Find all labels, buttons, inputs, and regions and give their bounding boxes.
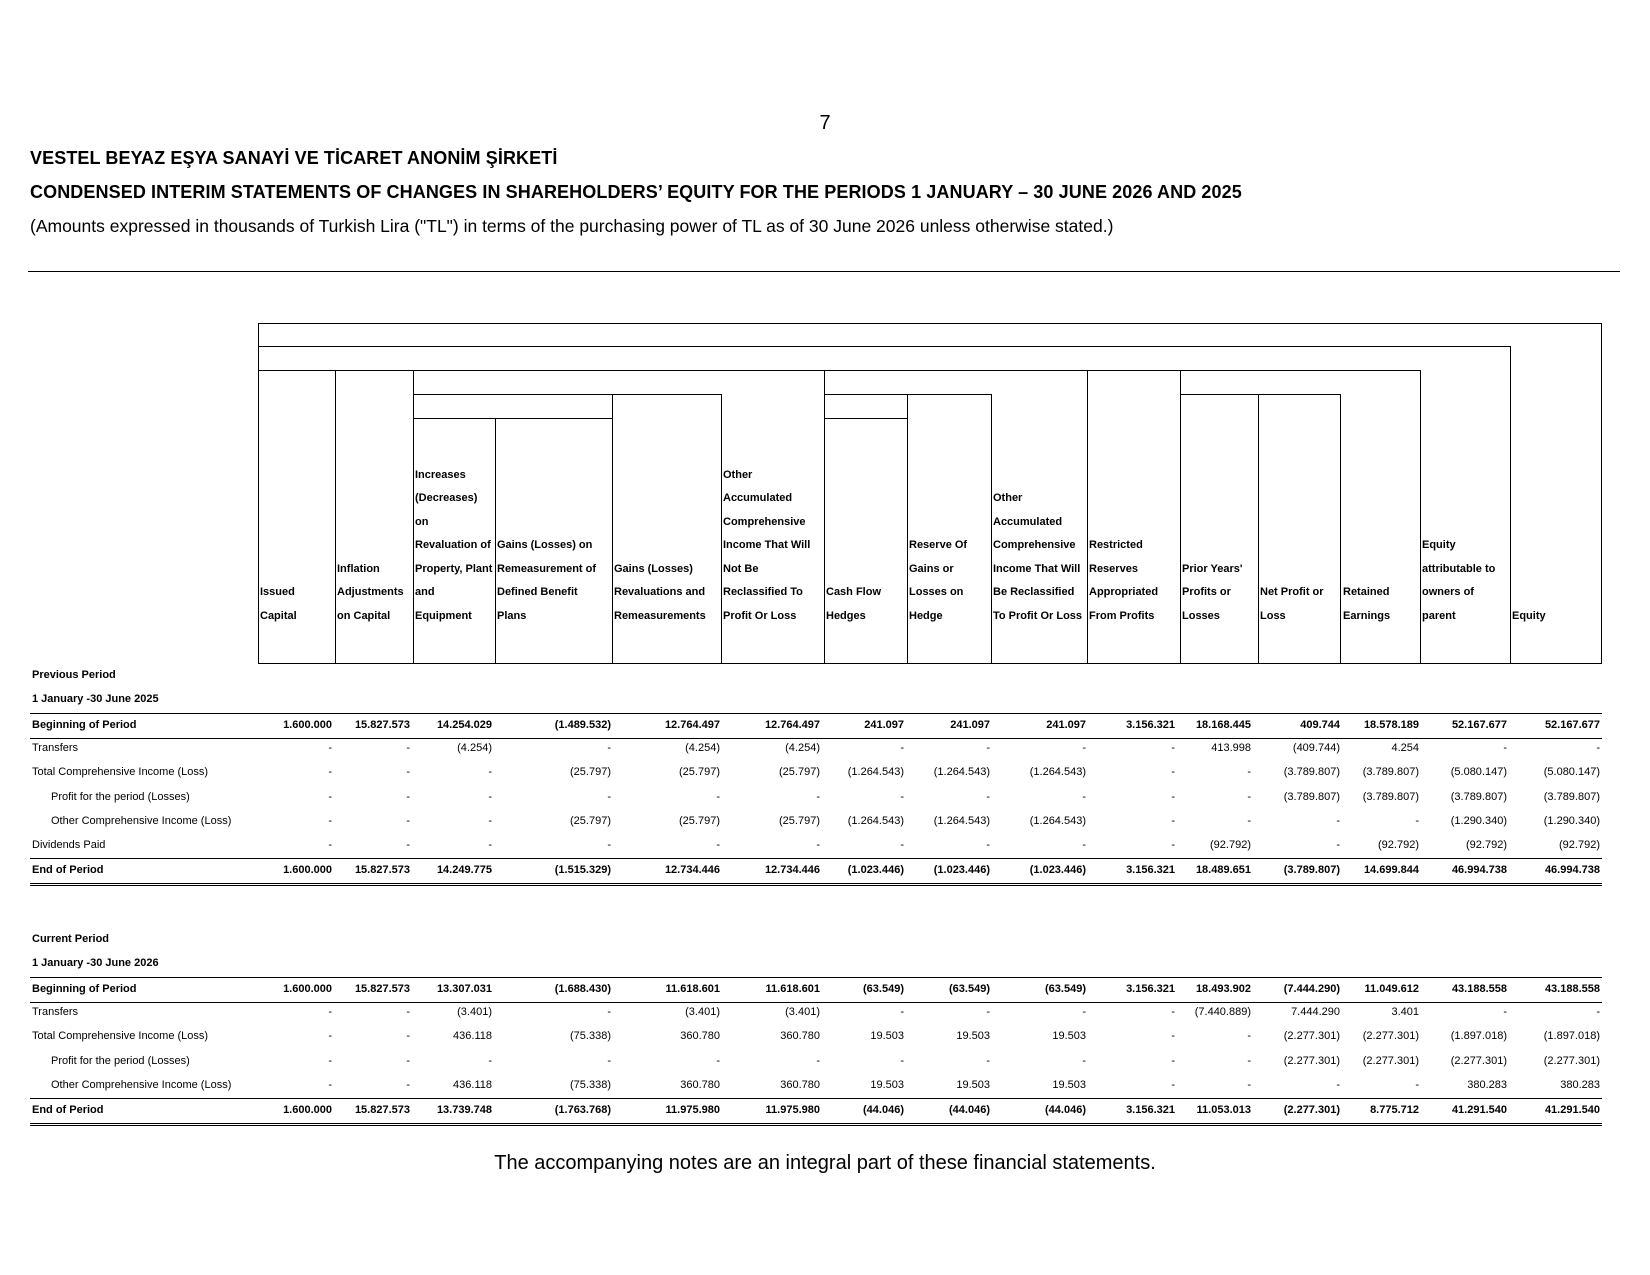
- header-divider: [612, 394, 613, 664]
- table-cell: (92.792): [1378, 839, 1419, 851]
- table-cell: -: [488, 1054, 492, 1067]
- table-cell: -: [1082, 1006, 1086, 1019]
- column-header: Increases (Decreases) on Revaluation of Property, Plant and Equipment: [415, 468, 493, 622]
- column-header: Prior Years' Profits or Losses: [1182, 562, 1243, 622]
- table-cell: (92.792): [1559, 839, 1600, 851]
- table-cell: -: [1415, 814, 1419, 827]
- table-cell: 18.168.445: [1195, 719, 1251, 731]
- table-cell: (1.290.340): [1450, 814, 1507, 827]
- table-row: [30, 834, 1602, 858]
- table-cell: -: [607, 790, 611, 803]
- column-header: Gains (Losses) on Remeasurement of Defined Benefit Plans: [497, 539, 597, 622]
- table-cell: (1.264.543): [1029, 814, 1086, 827]
- table-cell: -: [716, 839, 720, 851]
- column-header: Gains (Losses) Revaluations and Remeasurements: [614, 562, 706, 622]
- table-cell: -: [816, 839, 820, 851]
- table-cell: 241.097: [1046, 719, 1086, 731]
- table-cell: (5.080.147): [1450, 766, 1507, 779]
- table-row: [30, 1001, 1602, 1025]
- table-cell: (2.277.301): [1283, 1104, 1340, 1116]
- footnote: The accompanying notes are an integral part of these financial statements.: [494, 1152, 1156, 1174]
- current-period-heading: Current Period: [32, 933, 110, 945]
- column-header: Issued Capital: [260, 586, 297, 622]
- table-cell: 14.249.775: [436, 864, 492, 877]
- table-cell: 1.600.000: [283, 719, 332, 731]
- row-label: Total Comprehensive Income (Loss): [32, 766, 209, 779]
- header-divider: [907, 394, 908, 664]
- table-cell: (2.277.301): [1362, 1030, 1419, 1043]
- table-cell: -: [607, 742, 611, 755]
- table-row: [30, 1098, 1602, 1126]
- table-cell: 41.291.540: [1451, 1104, 1507, 1116]
- table-cell: -: [488, 839, 492, 851]
- table-cell: -: [406, 1054, 410, 1067]
- table-cell: (4.254): [457, 742, 492, 755]
- table-cell: -: [328, 1054, 332, 1067]
- table-cell: 436.118: [453, 1030, 492, 1043]
- table-cell: 43.188.558: [1544, 983, 1600, 995]
- header-divider: [1258, 394, 1259, 664]
- table-cell: -: [1082, 790, 1086, 803]
- table-cell: (1.763.768): [554, 1104, 611, 1116]
- table-cell: 13.307.031: [436, 983, 492, 995]
- table-cell: -: [986, 839, 990, 851]
- table-cell: 15.827.573: [354, 864, 410, 877]
- table-cell: (63.549): [949, 983, 990, 995]
- table-cell: 12.734.446: [764, 864, 820, 877]
- table-cell: 7.444.290: [1291, 1006, 1340, 1019]
- table-cell: (3.789.807): [1283, 790, 1340, 803]
- table-cell: (1.023.446): [1029, 864, 1086, 877]
- table-cell: (44.046): [949, 1104, 990, 1116]
- table-cell: 18.578.189: [1363, 719, 1419, 731]
- table-cell: 436.118: [453, 1078, 492, 1091]
- table-cell: 15.827.573: [354, 983, 410, 995]
- table-cell: -: [816, 790, 820, 803]
- row-label: Other Comprehensive Income (Loss): [51, 814, 232, 827]
- table-cell: 3.156.321: [1126, 864, 1175, 877]
- table-cell: -: [328, 1006, 332, 1019]
- table-cell: (7.444.290): [1283, 983, 1340, 995]
- table-cell: 41.291.540: [1544, 1104, 1600, 1116]
- table-cell: (1.264.543): [1029, 766, 1086, 779]
- table-cell: -: [1082, 742, 1086, 755]
- table-cell: 11.618.601: [665, 983, 720, 995]
- table-cell: (3.401): [685, 1006, 720, 1019]
- header-divider: [721, 394, 722, 664]
- row-label: Other Comprehensive Income (Loss): [51, 1078, 232, 1091]
- table-cell: -: [1247, 814, 1251, 827]
- table-cell: -: [900, 1006, 904, 1019]
- table-cell: -: [1247, 1030, 1251, 1043]
- table-cell: (92.792): [1466, 839, 1507, 851]
- table-cell: -: [986, 790, 990, 803]
- column-header: Cash Flow Hedges: [826, 586, 882, 622]
- table-cell: 11.053.013: [1196, 1104, 1251, 1116]
- table-cell: (3.789.807): [1362, 790, 1419, 803]
- table-cell: (2.277.301): [1283, 1030, 1340, 1043]
- table-cell: (5.080.147): [1543, 766, 1600, 779]
- table-cell: -: [607, 839, 611, 851]
- table-cell: 43.188.558: [1451, 983, 1507, 995]
- table-cell: (4.254): [785, 742, 820, 755]
- table-cell: 360.780: [780, 1030, 820, 1043]
- table-cell: 52.167.677: [1544, 719, 1600, 731]
- row-label: Transfers: [32, 742, 79, 755]
- column-header: Retained Earnings: [1343, 586, 1391, 622]
- table-cell: 14.254.029: [436, 719, 492, 731]
- header-divider: [335, 370, 336, 664]
- table-cell: -: [406, 742, 410, 755]
- table-cell: (3.789.807): [1362, 766, 1419, 779]
- table-cell: -: [406, 1078, 410, 1091]
- table-cell: (1.023.446): [847, 864, 904, 877]
- table-cell: 241.097: [950, 719, 990, 731]
- table-cell: 241.097: [864, 719, 904, 731]
- table-cell: 19.503: [956, 1078, 990, 1091]
- table-cell: (1.290.340): [1543, 814, 1600, 827]
- row-label: End of Period: [32, 1104, 104, 1116]
- table-cell: 3.156.321: [1126, 719, 1175, 731]
- table-cell: (2.277.301): [1450, 1054, 1507, 1067]
- table-cell: 8.775.712: [1370, 1104, 1419, 1116]
- column-header: Reserve Of Gains or Losses on Hedge: [909, 539, 968, 622]
- table-cell: -: [1503, 1006, 1507, 1019]
- header-divider: [991, 394, 992, 664]
- table-cell: -: [328, 814, 332, 827]
- table-cell: -: [1247, 1054, 1251, 1067]
- table-cell: -: [1415, 1078, 1419, 1091]
- table-cell: 11.049.612: [1364, 983, 1419, 995]
- table-cell: -: [607, 1006, 611, 1019]
- table-cell: (1.489.532): [554, 719, 611, 731]
- table-cell: 12.764.497: [664, 719, 720, 731]
- table-cell: 360.780: [680, 1030, 720, 1043]
- table-cell: -: [716, 1054, 720, 1067]
- header-band-line: [824, 418, 908, 419]
- table-cell: 11.618.601: [765, 983, 820, 995]
- row-label: Profit for the period (Losses): [51, 1054, 190, 1067]
- table-cell: 1.600.000: [283, 864, 332, 877]
- table-cell: 380.283: [1560, 1078, 1600, 1091]
- table-cell: -: [986, 742, 990, 755]
- table-cell: (92.792): [1210, 839, 1251, 851]
- header-divider: [413, 370, 414, 664]
- table-cell: -: [1336, 1078, 1340, 1091]
- table-cell: (3.401): [785, 1006, 820, 1019]
- header-band-line: [258, 370, 1420, 371]
- table-cell: 3.156.321: [1126, 983, 1175, 995]
- row-label: Transfers: [32, 1006, 79, 1019]
- table-cell: (25.797): [570, 814, 611, 827]
- header-band-line: [1180, 394, 1341, 395]
- table-cell: (63.549): [863, 983, 904, 995]
- table-cell: (25.797): [779, 766, 820, 779]
- table-cell: (75.338): [570, 1030, 611, 1043]
- table-cell: 380.283: [1467, 1078, 1507, 1091]
- table-cell: -: [406, 790, 410, 803]
- table-cell: (3.789.807): [1283, 766, 1340, 779]
- table-cell: -: [406, 839, 410, 851]
- table-cell: -: [406, 1030, 410, 1043]
- table-cell: 46.994.738: [1451, 864, 1507, 877]
- column-header: Net Profit or Loss: [1260, 586, 1324, 622]
- table-cell: -: [816, 1054, 820, 1067]
- column-header: Other Accumulated Comprehensive Income That Will Not Be Reclassified To Profit Or Loss: [723, 468, 811, 622]
- column-header: Inflation Adjustments on Capital: [337, 562, 404, 622]
- table-cell: 360.780: [680, 1078, 720, 1091]
- table-cell: -: [1596, 1006, 1600, 1019]
- table-cell: 19.503: [956, 1030, 990, 1043]
- table-cell: 13.739.748: [436, 1104, 492, 1116]
- table-row: [30, 977, 1602, 1003]
- table-cell: -: [1171, 1030, 1175, 1043]
- company-name: VESTEL BEYAZ EŞYA SANAYİ VE TİCARET ANONİM ŞİRKETİ: [30, 148, 558, 168]
- statement-title: CONDENSED INTERIM STATEMENTS OF CHANGES IN SHAREHOLDERS’ EQUITY FOR THE PERIODS 1 JANUARY – 30 JUNE 2026 AND 2025: [30, 182, 1242, 202]
- table-cell: -: [1171, 1054, 1175, 1067]
- table-cell: -: [328, 1030, 332, 1043]
- table-cell: -: [1503, 742, 1507, 755]
- column-header: Restricted Reserves Appropriated From Profits: [1089, 539, 1159, 622]
- table-cell: -: [1171, 742, 1175, 755]
- table-cell: 19.503: [870, 1030, 904, 1043]
- table-cell: (1.264.543): [933, 814, 990, 827]
- table-cell: -: [607, 1054, 611, 1067]
- table-cell: -: [1596, 742, 1600, 755]
- table-cell: (1.023.446): [933, 864, 990, 877]
- table-cell: (25.797): [779, 814, 820, 827]
- table-row: [30, 1025, 1602, 1049]
- row-label: Beginning of Period: [32, 719, 137, 731]
- table-cell: -: [1082, 1054, 1086, 1067]
- table-cell: -: [1171, 839, 1175, 851]
- table-cell: 46.994.738: [1544, 864, 1600, 877]
- table-cell: (25.797): [679, 814, 720, 827]
- table-cell: (2.277.301): [1283, 1054, 1340, 1067]
- table-cell: 409.744: [1300, 719, 1340, 731]
- table-row: [30, 713, 1602, 739]
- table-cell: 12.764.497: [764, 719, 820, 731]
- table-cell: -: [328, 790, 332, 803]
- table-cell: 4.254: [1391, 742, 1419, 755]
- row-label: Dividends Paid: [32, 839, 106, 851]
- table-cell: 11.975.980: [765, 1104, 820, 1116]
- table-cell: (2.277.301): [1543, 1054, 1600, 1067]
- table-cell: (1.897.018): [1450, 1030, 1507, 1043]
- table-cell: 15.827.573: [354, 719, 410, 731]
- previous-period-range: 1 January -30 June 2025: [32, 693, 159, 705]
- table-cell: (1.897.018): [1543, 1030, 1600, 1043]
- table-cell: 360.780: [780, 1078, 820, 1091]
- table-cell: 19.503: [870, 1078, 904, 1091]
- table-cell: 413.998: [1211, 742, 1251, 755]
- table-cell: -: [986, 1054, 990, 1067]
- table-cell: (3.789.807): [1450, 790, 1507, 803]
- table-cell: 11.975.980: [665, 1104, 720, 1116]
- table-row: [30, 858, 1602, 886]
- table-cell: -: [1171, 790, 1175, 803]
- table-cell: -: [488, 814, 492, 827]
- table-cell: -: [1171, 1078, 1175, 1091]
- table-cell: 18.489.651: [1195, 864, 1251, 877]
- table-cell: 19.503: [1052, 1078, 1086, 1091]
- table-cell: -: [900, 742, 904, 755]
- table-cell: 18.493.902: [1195, 983, 1251, 995]
- table-cell: -: [716, 790, 720, 803]
- table-cell: (2.277.301): [1362, 1054, 1419, 1067]
- table-cell: -: [406, 1006, 410, 1019]
- row-label: End of Period: [32, 864, 104, 877]
- table-cell: (63.549): [1045, 983, 1086, 995]
- table-cell: -: [328, 742, 332, 755]
- previous-period-heading: Previous Period: [32, 669, 116, 681]
- table-cell: (1.264.543): [847, 814, 904, 827]
- table-cell: -: [406, 766, 410, 779]
- table-row: [30, 1050, 1602, 1074]
- table-cell: 12.734.446: [664, 864, 720, 877]
- table-cell: (1.688.430): [554, 983, 611, 995]
- table-cell: (44.046): [1045, 1104, 1086, 1116]
- row-label: Beginning of Period: [32, 983, 137, 995]
- table-cell: -: [1171, 766, 1175, 779]
- table-cell: 52.167.677: [1451, 719, 1507, 731]
- header-band-line: [258, 346, 1511, 347]
- table-cell: 3.156.321: [1126, 1104, 1175, 1116]
- table-cell: (3.401): [457, 1006, 492, 1019]
- table-row: [30, 761, 1602, 785]
- table-cell: -: [1336, 814, 1340, 827]
- table-cell: (3.789.807): [1283, 864, 1340, 877]
- table-cell: (3.789.807): [1543, 790, 1600, 803]
- table-cell: 19.503: [1052, 1030, 1086, 1043]
- table-cell: 1.600.000: [283, 1104, 332, 1116]
- table-cell: -: [328, 1078, 332, 1091]
- table-cell: -: [986, 1006, 990, 1019]
- table-cell: (1.264.543): [933, 766, 990, 779]
- table-cell: -: [406, 814, 410, 827]
- table-cell: -: [1171, 1006, 1175, 1019]
- table-cell: 14.699.844: [1363, 864, 1419, 877]
- table-cell: -: [488, 766, 492, 779]
- table-row: [30, 810, 1602, 834]
- table-cell: -: [900, 1054, 904, 1067]
- table-row: [30, 737, 1602, 761]
- table-cell: -: [488, 790, 492, 803]
- table-cell: (75.338): [570, 1078, 611, 1091]
- header-divider: [495, 418, 496, 664]
- table-row: [30, 1074, 1602, 1098]
- table-cell: (409.744): [1292, 742, 1340, 755]
- table-cell: -: [1247, 766, 1251, 779]
- table-cell: (25.797): [570, 766, 611, 779]
- header-band-line: [413, 418, 612, 419]
- statement-subtitle: (Amounts expressed in thousands of Turkish Lira ("TL") in terms of the purchasing power of TL as of 30 June 2026 unless otherwise stated.): [30, 216, 1114, 236]
- table-cell: 15.827.573: [354, 1104, 410, 1116]
- table-cell: -: [1171, 814, 1175, 827]
- table-cell: 1.600.000: [283, 983, 332, 995]
- header-rule: [28, 271, 1620, 272]
- table-cell: -: [900, 839, 904, 851]
- table-cell: -: [1336, 839, 1340, 851]
- table-row: [30, 786, 1602, 810]
- header-divider: [824, 370, 825, 664]
- row-label: Profit for the period (Losses): [51, 790, 190, 803]
- column-header: Other Accumulated Comprehensive Income That Will Be Reclassified To Profit Or Loss: [993, 492, 1083, 622]
- row-label: Total Comprehensive Income (Loss): [32, 1030, 209, 1043]
- table-cell: -: [900, 790, 904, 803]
- table-cell: (44.046): [863, 1104, 904, 1116]
- table-cell: -: [1247, 1078, 1251, 1091]
- page-number: 7: [819, 112, 831, 134]
- header-band-line: [413, 394, 721, 395]
- table-cell: (25.797): [679, 766, 720, 779]
- table-cell: -: [1247, 790, 1251, 803]
- column-header: Equity: [1512, 609, 1546, 622]
- header-divider: [1087, 370, 1088, 664]
- table-cell: (4.254): [685, 742, 720, 755]
- table-cell: -: [328, 766, 332, 779]
- column-header: Equity attributable to owners of parent: [1422, 539, 1496, 622]
- table-cell: (1.515.329): [554, 864, 611, 877]
- table-cell: (1.264.543): [847, 766, 904, 779]
- table-cell: 3.401: [1391, 1006, 1419, 1019]
- table-cell: -: [1082, 839, 1086, 851]
- table-cell: (7.440.889): [1194, 1006, 1251, 1019]
- current-period-range: 1 January -30 June 2026: [32, 957, 159, 969]
- table-cell: -: [328, 839, 332, 851]
